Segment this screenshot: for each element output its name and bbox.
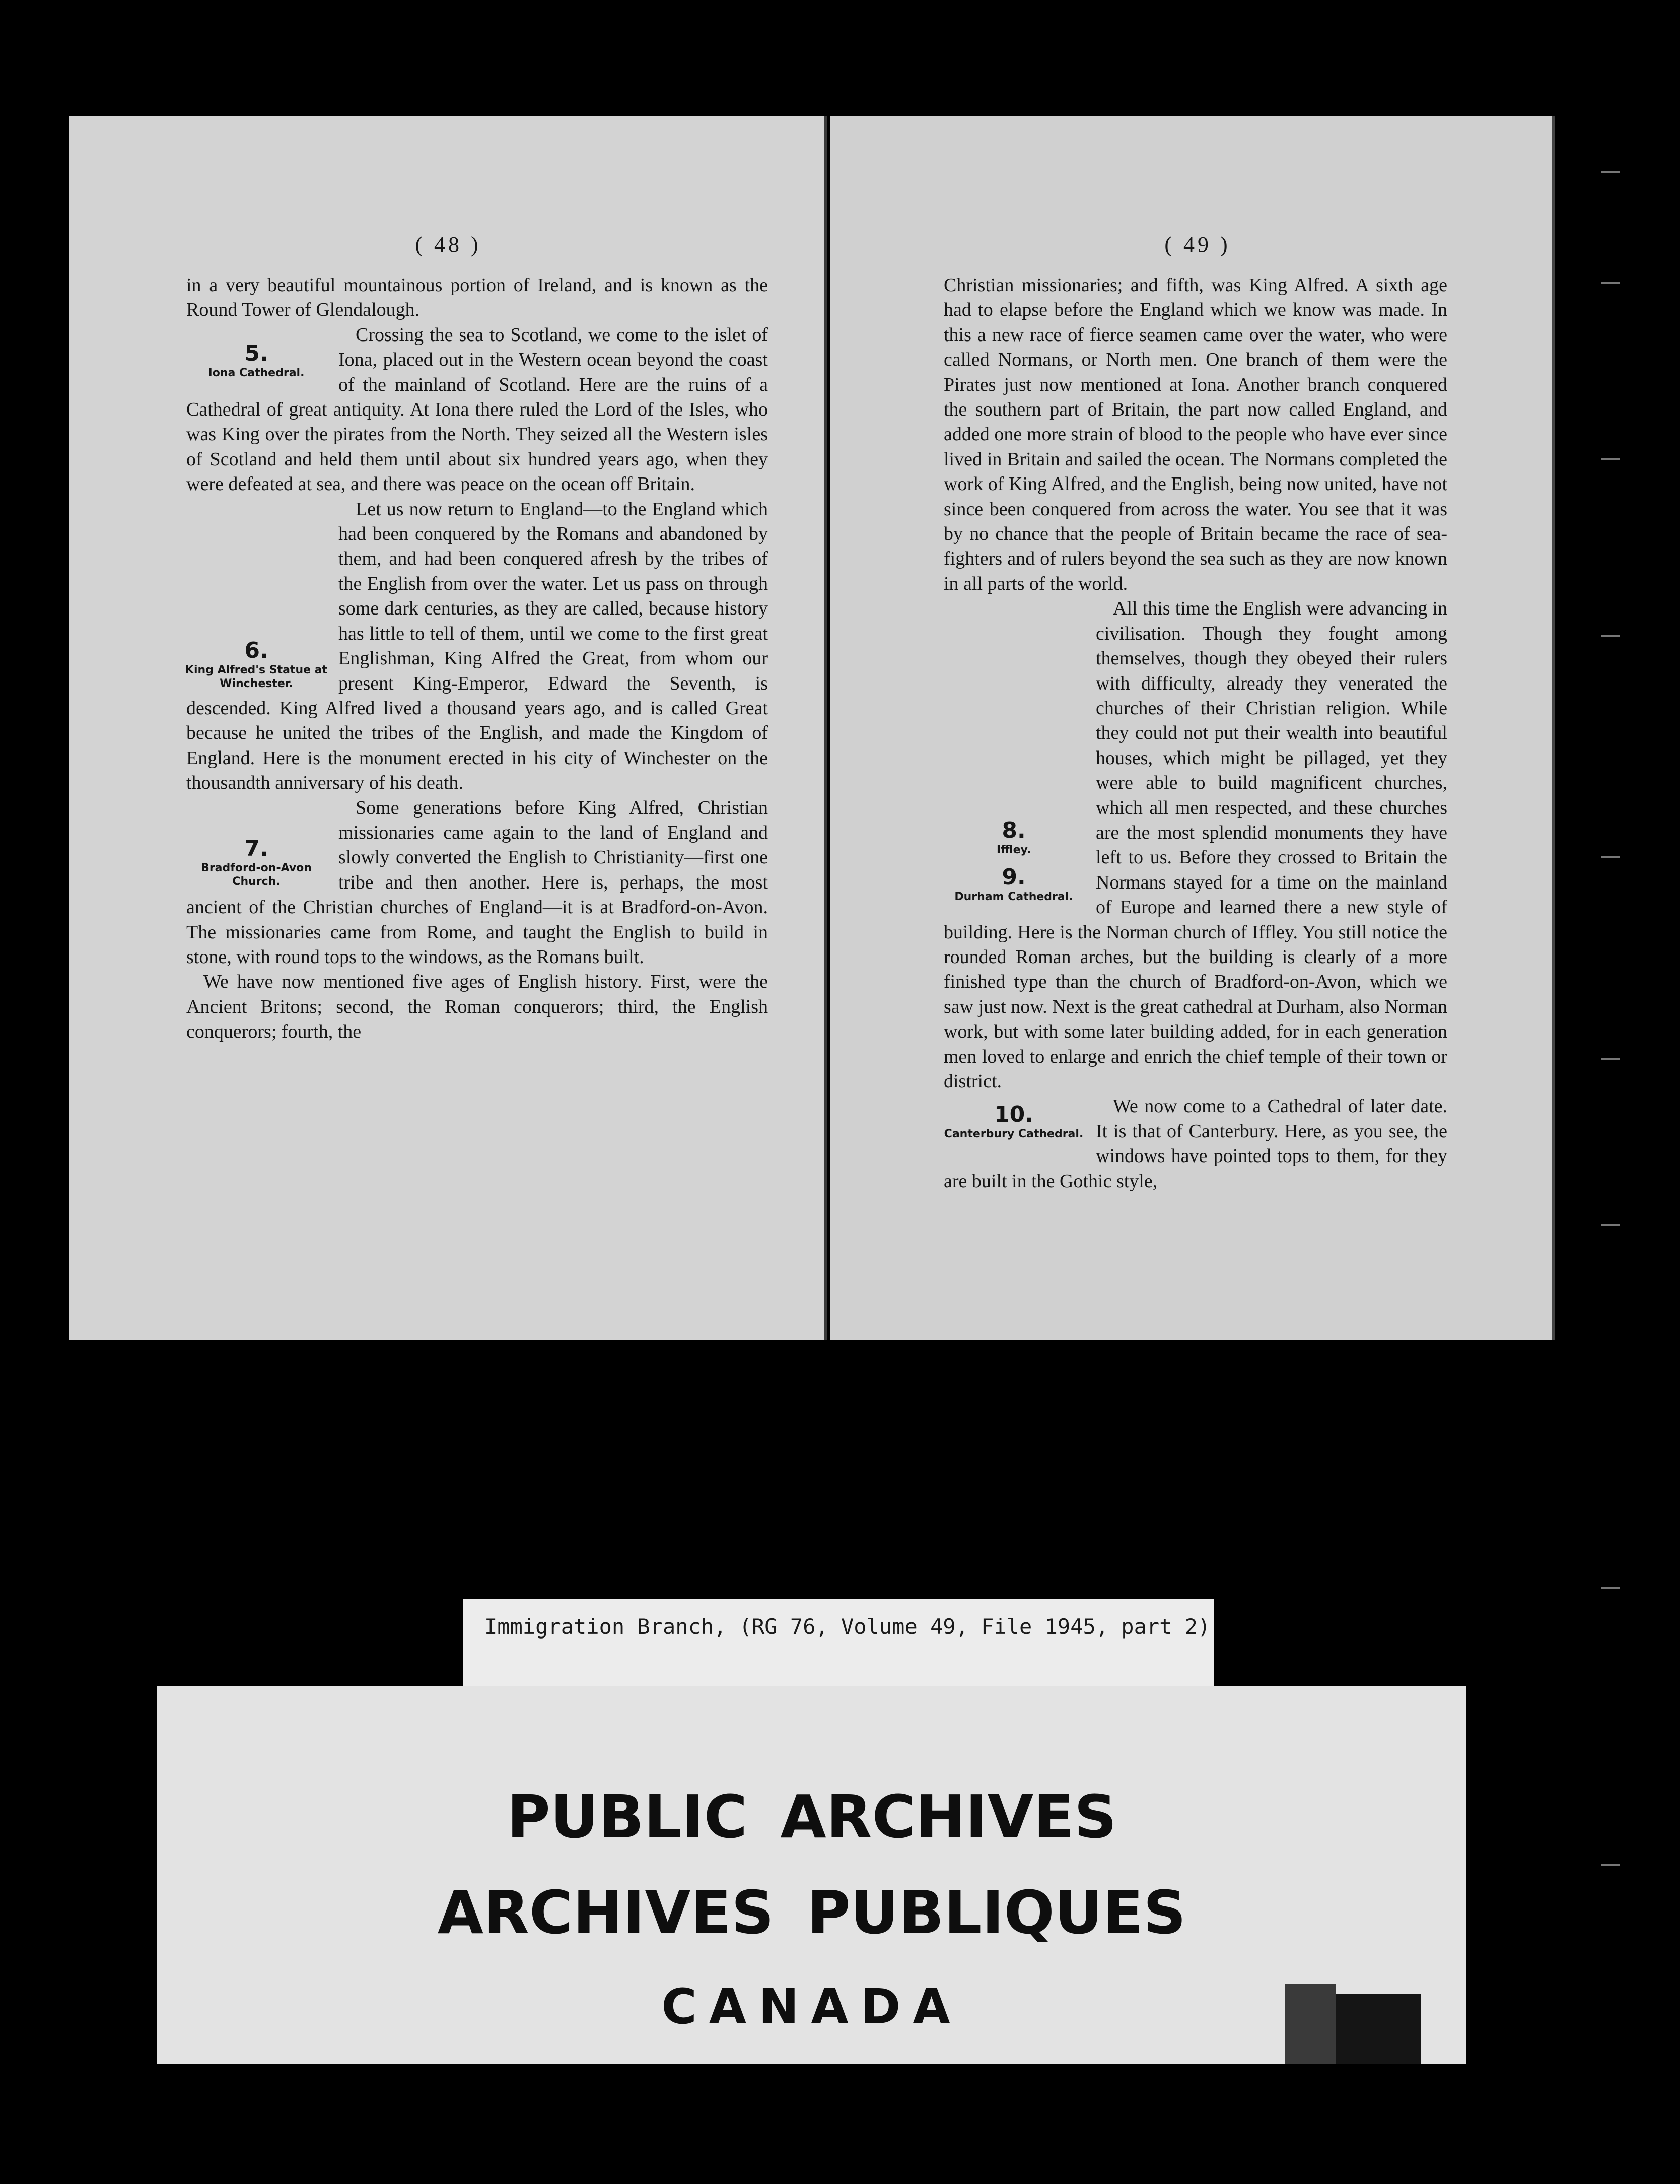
film-edge-mark [1601, 1224, 1620, 1226]
film-edge-mark [1601, 1587, 1620, 1589]
note-caption: Iona Cathedral. [208, 366, 305, 379]
paragraph: We have now mentioned five ages of English history. First, were the Ancient Britons; second, the Roman conquerors; third, the English conquerors; fourth, the [186, 971, 768, 1043]
note-caption: Iffley. [996, 844, 1031, 857]
margin-note [183, 836, 329, 889]
margin-note [941, 818, 1087, 857]
margin-note [941, 865, 1087, 904]
margin-note [183, 341, 329, 380]
paragraph: We now come to a Cathedral of later date. It is that of Canterbury. Here, as you see, the windows have pointed tops to them, for they are built in the Gothic style, [944, 1096, 1447, 1192]
paragraph: Let us now return to England—to the England which had been conquered by the Romans and abandoned by them, and had been conquered afresh by the tribes of the English from over the water. Let us pass on through some dark centuries, as they are called, because history has little to tell of them, until we come to the first great Englishman, King Alfred the Great, from whom our present King-Emperor, Edward the Seventh, is descended. King Alfred lived a thousand years ago, and is called Great because he united the tribes of the English, and made the Kingdom of England. Here is the monument erected in his city of Winchester on the thousandth anniversary of his death. [186, 498, 768, 794]
note-number: 5. [244, 340, 268, 366]
paragraph: Some generations before King Alfred, Christian missionaries came again to the land of England and slowly converted the English to Christianity—first one tribe and then another. Here is, perhaps, the most ancient of the Christian churches of England—it is at Bradford-on-Avon. The missionaries came from Rome, and taught the English to build in stone, with round tops to the windows, as the Romans built. [186, 797, 768, 968]
paragraph: Crossing the sea to Scotland, we come to the islet of Iona, placed out in the Western ocean beyond the coast of the mainland of Scotland. Here are the ruins of a Cathedral of great antiquity. At Iona there ruled the Lord of the Isles, who was King over the pirates from the North. They seized all the Western isles of Scotland and held them until about six hundred years ago, when they were defeated at sea, and there was peace on the ocean off Britain. [186, 324, 768, 495]
note-number: 10. [994, 1102, 1033, 1128]
card-shadow [1285, 1984, 1336, 2064]
note-number: 8. [1002, 817, 1026, 844]
note-caption: Canterbury Cathedral. [944, 1128, 1084, 1141]
page-text [944, 273, 1447, 1194]
margin-note [941, 1102, 1087, 1141]
note-caption: King Alfred's Statue at Winchester. [185, 663, 328, 690]
note-number: 9. [1002, 864, 1026, 891]
stamp-line-french: ARCHIVES PUBLIQUES [437, 1878, 1186, 1947]
stamp-line-english: PUBLIC ARCHIVES [507, 1782, 1117, 1852]
film-edge-mark [1601, 282, 1620, 284]
paragraph: All this time the English were advancing in civilisation. Though they fought among themselves, though they obeyed their rulers with difficulty, already they venerated the churches of their Christian religion. While they could not put their wealth into beautiful houses, which might be pillaged, yet they were able to build magnificent churches, which all men respected, and these churches are the most splendid monuments they have left to us. Before they crossed to Britain the Normans stayed for a time on the mainland of Europe and learned there a new style of building. Here is the Norman church of Iffley. You still notice the rounded Roman arches, but the building is clearly of a more finished type than the church of Bradford-on-Avon, which we saw just now. Next is the great cathedral at Durham, also Norman work, but with some later building added, for in each generation men loved to enlarge and enrich the chief temple of their town or district. [944, 598, 1447, 1092]
page-text [186, 273, 768, 1045]
film-edge-mark [1601, 635, 1620, 637]
film-edge-mark [1601, 458, 1620, 460]
book-page-left [69, 116, 827, 1340]
reference-text: Immigration Branch, (RG 76, Volume 49, File 1945, part 2) [484, 1614, 1211, 1639]
note-caption: Durham Cathedral. [954, 891, 1073, 904]
note-number: 7. [244, 835, 268, 861]
archives-stamp-card [157, 1686, 1466, 2064]
note-number: 6. [244, 637, 268, 663]
film-edge-mark [1601, 1058, 1620, 1060]
film-edge-mark [1601, 856, 1620, 858]
page-number: ( 48 ) [415, 232, 481, 257]
stamp-line-country: CANADA [661, 1978, 962, 2035]
margin-note [183, 638, 329, 691]
paragraph: Christian missionaries; and fifth, was King Alfred. A sixth age had to elapse before the England which we know was made. In this a new race of fierce seamen came over the water, who were called Normans, or North men. One branch of them were the Pirates just now mentioned at Iona. Another branch conquered the southern part of Britain, the part now called England, and added one more strain of blood to the people who have ever since lived in Britain and sailed the ocean. The Normans completed the work of King Alfred, and the English, being now united, have not since been conquered from across the water. You see that it was by no chance that the people of Britain became the race of sea-fighters and of rulers beyond the sea such as they are now known in all parts of the world. [944, 275, 1447, 594]
film-edge-mark [1601, 171, 1620, 173]
card-shadow [1336, 1994, 1421, 2064]
film-edge-mark [1601, 1864, 1620, 1866]
note-caption: Bradford-on-Avon Church. [201, 861, 312, 888]
book-page-right [830, 116, 1555, 1340]
paragraph: in a very beautiful mountainous portion of Ireland, and is known as the Round Tower of Glendalough. [186, 275, 768, 321]
page-number: ( 49 ) [1164, 232, 1231, 257]
